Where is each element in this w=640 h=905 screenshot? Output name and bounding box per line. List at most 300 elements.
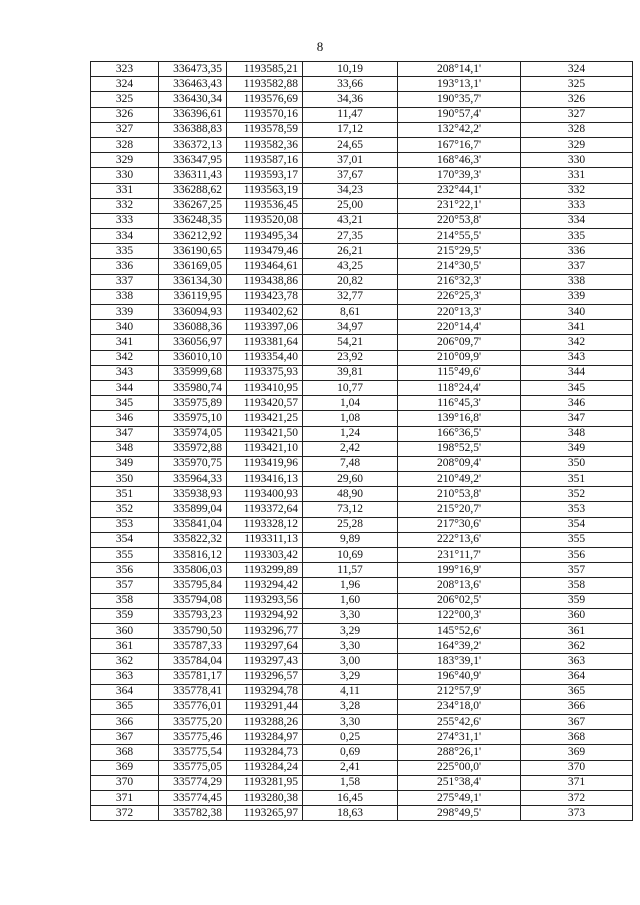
point-from-cell: 333 [91, 213, 159, 228]
y-coordinate-cell: 1193410,95 [227, 380, 303, 395]
y-coordinate-cell: 1193419,96 [227, 456, 303, 471]
table-row [91, 760, 633, 775]
x-coordinate-cell: 335806,03 [159, 563, 227, 578]
y-coordinate-cell: 1193416,13 [227, 472, 303, 487]
distance-cell: 23,92 [303, 350, 398, 365]
x-coordinate-cell: 335975,89 [159, 396, 227, 411]
point-to-cell: 330 [521, 153, 633, 168]
table-row [91, 578, 633, 593]
table-row [91, 791, 633, 806]
bearing-cell: 183°39,1' [398, 654, 521, 669]
distance-cell: 43,21 [303, 213, 398, 228]
point-to-cell: 327 [521, 107, 633, 122]
table-row [91, 122, 633, 137]
bearing-cell: 274°31,1' [398, 730, 521, 745]
point-to-cell: 325 [521, 77, 633, 92]
y-coordinate-cell: 1193284,97 [227, 730, 303, 745]
table-row [91, 259, 633, 274]
bearing-cell: 115°49,6' [398, 365, 521, 380]
y-coordinate-cell: 1193582,36 [227, 137, 303, 152]
point-from-cell: 355 [91, 548, 159, 563]
y-coordinate-cell: 1193570,16 [227, 107, 303, 122]
table-row [91, 62, 633, 77]
x-coordinate-cell: 336473,35 [159, 62, 227, 77]
x-coordinate-cell: 336396,61 [159, 107, 227, 122]
x-coordinate-cell: 336311,43 [159, 168, 227, 183]
y-coordinate-cell: 1193423,78 [227, 289, 303, 304]
point-to-cell: 358 [521, 578, 633, 593]
point-to-cell: 324 [521, 62, 633, 77]
point-from-cell: 362 [91, 654, 159, 669]
point-to-cell: 348 [521, 426, 633, 441]
x-coordinate-cell: 336372,13 [159, 137, 227, 152]
y-coordinate-cell: 1193381,64 [227, 335, 303, 350]
point-to-cell: 359 [521, 593, 633, 608]
point-from-cell: 332 [91, 198, 159, 213]
point-from-cell: 341 [91, 335, 159, 350]
bearing-cell: 232°44,1' [398, 183, 521, 198]
x-coordinate-cell: 336267,25 [159, 198, 227, 213]
bearing-cell: 164°39,2' [398, 639, 521, 654]
y-coordinate-cell: 1193293,56 [227, 593, 303, 608]
bearing-cell: 212°57,9' [398, 684, 521, 699]
y-coordinate-cell: 1193303,42 [227, 548, 303, 563]
bearing-cell: 190°35,7' [398, 92, 521, 107]
point-from-cell: 327 [91, 122, 159, 137]
point-to-cell: 338 [521, 274, 633, 289]
x-coordinate-cell: 335782,38 [159, 806, 227, 821]
point-to-cell: 355 [521, 532, 633, 547]
point-to-cell: 342 [521, 335, 633, 350]
bearing-cell: 118°24,4' [398, 380, 521, 395]
point-to-cell: 343 [521, 350, 633, 365]
x-coordinate-cell: 335775,20 [159, 715, 227, 730]
x-coordinate-cell: 335793,23 [159, 608, 227, 623]
y-coordinate-cell: 1193587,16 [227, 153, 303, 168]
point-from-cell: 329 [91, 153, 159, 168]
x-coordinate-cell: 335964,33 [159, 472, 227, 487]
point-from-cell: 352 [91, 502, 159, 517]
y-coordinate-cell: 1193576,69 [227, 92, 303, 107]
point-to-cell: 336 [521, 244, 633, 259]
point-from-cell: 360 [91, 623, 159, 638]
y-coordinate-cell: 1193536,45 [227, 198, 303, 213]
y-coordinate-cell: 1193578,59 [227, 122, 303, 137]
y-coordinate-cell: 1193294,92 [227, 608, 303, 623]
table-row [91, 669, 633, 684]
bearing-cell: 168°46,3' [398, 153, 521, 168]
distance-cell: 1,24 [303, 426, 398, 441]
distance-cell: 3,29 [303, 669, 398, 684]
y-coordinate-cell: 1193421,10 [227, 441, 303, 456]
table-row [91, 183, 633, 198]
y-coordinate-cell: 1193311,13 [227, 532, 303, 547]
distance-cell: 20,82 [303, 274, 398, 289]
point-to-cell: 334 [521, 213, 633, 228]
distance-cell: 27,35 [303, 229, 398, 244]
y-coordinate-cell: 1193421,25 [227, 411, 303, 426]
point-from-cell: 324 [91, 77, 159, 92]
x-coordinate-cell: 335794,08 [159, 593, 227, 608]
point-to-cell: 354 [521, 517, 633, 532]
y-coordinate-cell: 1193400,93 [227, 487, 303, 502]
point-to-cell: 329 [521, 137, 633, 152]
table-row [91, 365, 633, 380]
table-row [91, 305, 633, 320]
point-from-cell: 335 [91, 244, 159, 259]
bearing-cell: 145°52,6' [398, 623, 521, 638]
bearing-cell: 210°09,9' [398, 350, 521, 365]
x-coordinate-cell: 336388,83 [159, 122, 227, 137]
distance-cell: 8,61 [303, 305, 398, 320]
point-to-cell: 331 [521, 168, 633, 183]
point-from-cell: 325 [91, 92, 159, 107]
point-to-cell: 370 [521, 760, 633, 775]
table-row [91, 350, 633, 365]
distance-cell: 39,81 [303, 365, 398, 380]
point-from-cell: 337 [91, 274, 159, 289]
y-coordinate-cell: 1193296,77 [227, 623, 303, 638]
point-from-cell: 371 [91, 791, 159, 806]
bearing-cell: 208°13,6' [398, 578, 521, 593]
bearing-cell: 215°20,7' [398, 502, 521, 517]
table-row [91, 426, 633, 441]
x-coordinate-cell: 335774,45 [159, 791, 227, 806]
table-row [91, 517, 633, 532]
y-coordinate-cell: 1193284,73 [227, 745, 303, 760]
table-row [91, 684, 633, 699]
x-coordinate-cell: 335795,84 [159, 578, 227, 593]
x-coordinate-cell: 335816,12 [159, 548, 227, 563]
y-coordinate-cell: 1193593,17 [227, 168, 303, 183]
point-from-cell: 348 [91, 441, 159, 456]
x-coordinate-cell: 335975,10 [159, 411, 227, 426]
table-row [91, 730, 633, 745]
point-to-cell: 352 [521, 487, 633, 502]
bearing-cell: 288°26,1' [398, 745, 521, 760]
x-coordinate-cell: 336190,65 [159, 244, 227, 259]
point-from-cell: 334 [91, 229, 159, 244]
y-coordinate-cell: 1193291,44 [227, 699, 303, 714]
x-coordinate-cell: 335776,01 [159, 699, 227, 714]
point-from-cell: 356 [91, 563, 159, 578]
point-to-cell: 332 [521, 183, 633, 198]
distance-cell: 54,21 [303, 335, 398, 350]
table-row [91, 532, 633, 547]
x-coordinate-cell: 335774,29 [159, 775, 227, 790]
point-from-cell: 354 [91, 532, 159, 547]
distance-cell: 43,25 [303, 259, 398, 274]
distance-cell: 1,04 [303, 396, 398, 411]
point-from-cell: 368 [91, 745, 159, 760]
y-coordinate-cell: 1193294,42 [227, 578, 303, 593]
distance-cell: 1,08 [303, 411, 398, 426]
y-coordinate-cell: 1193420,57 [227, 396, 303, 411]
bearing-cell: 116°45,3' [398, 396, 521, 411]
bearing-cell: 210°53,8' [398, 487, 521, 502]
distance-cell: 33,66 [303, 77, 398, 92]
point-to-cell: 350 [521, 456, 633, 471]
distance-cell: 3,30 [303, 715, 398, 730]
bearing-cell: 226°25,3' [398, 289, 521, 304]
point-to-cell: 364 [521, 669, 633, 684]
point-from-cell: 351 [91, 487, 159, 502]
bearing-cell: 214°55,5' [398, 229, 521, 244]
page-number: 8 [316, 39, 324, 54]
bearing-cell: 199°16,9' [398, 563, 521, 578]
point-to-cell: 365 [521, 684, 633, 699]
x-coordinate-cell: 335972,88 [159, 441, 227, 456]
point-to-cell: 367 [521, 715, 633, 730]
bearing-cell: 220°14,4' [398, 320, 521, 335]
x-coordinate-cell: 336169,05 [159, 259, 227, 274]
point-to-cell: 340 [521, 305, 633, 320]
table-row [91, 274, 633, 289]
table-row [91, 775, 633, 790]
point-from-cell: 338 [91, 289, 159, 304]
x-coordinate-cell: 335778,41 [159, 684, 227, 699]
distance-cell: 25,00 [303, 198, 398, 213]
distance-cell: 37,01 [303, 153, 398, 168]
x-coordinate-cell: 335781,17 [159, 669, 227, 684]
coordinates-table-body [91, 62, 633, 821]
bearing-cell: 222°13,6' [398, 532, 521, 547]
y-coordinate-cell: 1193375,93 [227, 365, 303, 380]
y-coordinate-cell: 1193297,43 [227, 654, 303, 669]
distance-cell: 26,21 [303, 244, 398, 259]
point-from-cell: 372 [91, 806, 159, 821]
point-from-cell: 336 [91, 259, 159, 274]
y-coordinate-cell: 1193563,19 [227, 183, 303, 198]
bearing-cell: 167°16,7' [398, 137, 521, 152]
y-coordinate-cell: 1193281,95 [227, 775, 303, 790]
bearing-cell: 220°53,8' [398, 213, 521, 228]
y-coordinate-cell: 1193479,46 [227, 244, 303, 259]
bearing-cell: 216°32,3' [398, 274, 521, 289]
point-to-cell: 351 [521, 472, 633, 487]
point-from-cell: 328 [91, 137, 159, 152]
distance-cell: 18,63 [303, 806, 398, 821]
table-row [91, 335, 633, 350]
distance-cell: 3,30 [303, 639, 398, 654]
table-row [91, 654, 633, 669]
x-coordinate-cell: 335790,50 [159, 623, 227, 638]
x-coordinate-cell: 335970,75 [159, 456, 227, 471]
table-row [91, 502, 633, 517]
table-row [91, 715, 633, 730]
bearing-cell: 298°49,5' [398, 806, 521, 821]
bearing-cell: 193°13,1' [398, 77, 521, 92]
distance-cell: 4,11 [303, 684, 398, 699]
point-to-cell: 371 [521, 775, 633, 790]
point-from-cell: 343 [91, 365, 159, 380]
table-row [91, 107, 633, 122]
bearing-cell: 220°13,3' [398, 305, 521, 320]
table-row [91, 745, 633, 760]
point-to-cell: 337 [521, 259, 633, 274]
x-coordinate-cell: 336347,95 [159, 153, 227, 168]
table-row [91, 411, 633, 426]
x-coordinate-cell: 336248,35 [159, 213, 227, 228]
x-coordinate-cell: 335775,46 [159, 730, 227, 745]
x-coordinate-cell: 335784,04 [159, 654, 227, 669]
x-coordinate-cell: 335938,93 [159, 487, 227, 502]
distance-cell: 34,97 [303, 320, 398, 335]
y-coordinate-cell: 1193585,21 [227, 62, 303, 77]
bearing-cell: 225°00,0' [398, 760, 521, 775]
point-from-cell: 323 [91, 62, 159, 77]
bearing-cell: 208°09,4' [398, 456, 521, 471]
distance-cell: 17,12 [303, 122, 398, 137]
point-to-cell: 357 [521, 563, 633, 578]
table-row [91, 456, 633, 471]
y-coordinate-cell: 1193372,64 [227, 502, 303, 517]
y-coordinate-cell: 1193280,38 [227, 791, 303, 806]
point-from-cell: 339 [91, 305, 159, 320]
point-to-cell: 339 [521, 289, 633, 304]
point-from-cell: 367 [91, 730, 159, 745]
table-row [91, 198, 633, 213]
distance-cell: 24,65 [303, 137, 398, 152]
distance-cell: 2,41 [303, 760, 398, 775]
point-to-cell: 369 [521, 745, 633, 760]
x-coordinate-cell: 336119,95 [159, 289, 227, 304]
table-row [91, 806, 633, 821]
x-coordinate-cell: 335775,05 [159, 760, 227, 775]
table-row [91, 487, 633, 502]
point-from-cell: 361 [91, 639, 159, 654]
table-row [91, 380, 633, 395]
point-from-cell: 366 [91, 715, 159, 730]
point-from-cell: 349 [91, 456, 159, 471]
distance-cell: 16,45 [303, 791, 398, 806]
table-row [91, 213, 633, 228]
point-from-cell: 353 [91, 517, 159, 532]
table-row [91, 472, 633, 487]
distance-cell: 1,96 [303, 578, 398, 593]
distance-cell: 10,19 [303, 62, 398, 77]
table-row [91, 396, 633, 411]
y-coordinate-cell: 1193402,62 [227, 305, 303, 320]
bearing-cell: 206°09,7' [398, 335, 521, 350]
x-coordinate-cell: 336212,92 [159, 229, 227, 244]
point-to-cell: 326 [521, 92, 633, 107]
x-coordinate-cell: 335841,04 [159, 517, 227, 532]
point-to-cell: 346 [521, 396, 633, 411]
table-row [91, 593, 633, 608]
point-to-cell: 363 [521, 654, 633, 669]
x-coordinate-cell: 335822,32 [159, 532, 227, 547]
table-row [91, 320, 633, 335]
point-from-cell: 326 [91, 107, 159, 122]
x-coordinate-cell: 336430,34 [159, 92, 227, 107]
table-row [91, 699, 633, 714]
x-coordinate-cell: 336010,10 [159, 350, 227, 365]
bearing-cell: 122°00,3' [398, 608, 521, 623]
table-row [91, 244, 633, 259]
point-from-cell: 340 [91, 320, 159, 335]
bearing-cell: 139°16,8' [398, 411, 521, 426]
point-from-cell: 365 [91, 699, 159, 714]
point-to-cell: 353 [521, 502, 633, 517]
bearing-cell: 170°39,3' [398, 168, 521, 183]
distance-cell: 3,29 [303, 623, 398, 638]
table-row [91, 168, 633, 183]
y-coordinate-cell: 1193354,40 [227, 350, 303, 365]
point-to-cell: 362 [521, 639, 633, 654]
table-row [91, 229, 633, 244]
bearing-cell: 231°11,7' [398, 548, 521, 563]
y-coordinate-cell: 1193294,78 [227, 684, 303, 699]
table-row [91, 153, 633, 168]
point-from-cell: 369 [91, 760, 159, 775]
x-coordinate-cell: 336134,30 [159, 274, 227, 289]
point-from-cell: 347 [91, 426, 159, 441]
point-to-cell: 366 [521, 699, 633, 714]
table-row [91, 92, 633, 107]
bearing-cell: 166°36,5' [398, 426, 521, 441]
distance-cell: 25,28 [303, 517, 398, 532]
x-coordinate-cell: 335974,05 [159, 426, 227, 441]
bearing-cell: 196°40,9' [398, 669, 521, 684]
distance-cell: 3,30 [303, 608, 398, 623]
x-coordinate-cell: 335775,54 [159, 745, 227, 760]
y-coordinate-cell: 1193421,50 [227, 426, 303, 441]
bearing-cell: 214°30,5' [398, 259, 521, 274]
distance-cell: 10,77 [303, 380, 398, 395]
point-to-cell: 373 [521, 806, 633, 821]
point-to-cell: 341 [521, 320, 633, 335]
distance-cell: 11,47 [303, 107, 398, 122]
table-row [91, 639, 633, 654]
point-from-cell: 330 [91, 168, 159, 183]
bearing-cell: 231°22,1' [398, 198, 521, 213]
distance-cell: 11,57 [303, 563, 398, 578]
point-from-cell: 345 [91, 396, 159, 411]
bearing-cell: 255°42,6' [398, 715, 521, 730]
distance-cell: 0,25 [303, 730, 398, 745]
bearing-cell: 234°18,0' [398, 699, 521, 714]
distance-cell: 34,36 [303, 92, 398, 107]
point-from-cell: 342 [91, 350, 159, 365]
table-row [91, 441, 633, 456]
point-to-cell: 347 [521, 411, 633, 426]
point-to-cell: 368 [521, 730, 633, 745]
bearing-cell: 206°02,5' [398, 593, 521, 608]
distance-cell: 9,89 [303, 532, 398, 547]
table-row [91, 137, 633, 152]
distance-cell: 7,48 [303, 456, 398, 471]
x-coordinate-cell: 335899,04 [159, 502, 227, 517]
x-coordinate-cell: 336056,97 [159, 335, 227, 350]
x-coordinate-cell: 336463,43 [159, 77, 227, 92]
bearing-cell: 251°38,4' [398, 775, 521, 790]
point-from-cell: 363 [91, 669, 159, 684]
bearing-cell: 198°52,5' [398, 441, 521, 456]
y-coordinate-cell: 1193265,97 [227, 806, 303, 821]
x-coordinate-cell: 336088,36 [159, 320, 227, 335]
point-from-cell: 358 [91, 593, 159, 608]
y-coordinate-cell: 1193288,26 [227, 715, 303, 730]
point-from-cell: 359 [91, 608, 159, 623]
y-coordinate-cell: 1193438,86 [227, 274, 303, 289]
point-from-cell: 331 [91, 183, 159, 198]
x-coordinate-cell: 335787,33 [159, 639, 227, 654]
point-to-cell: 349 [521, 441, 633, 456]
point-to-cell: 345 [521, 380, 633, 395]
distance-cell: 48,90 [303, 487, 398, 502]
distance-cell: 73,12 [303, 502, 398, 517]
